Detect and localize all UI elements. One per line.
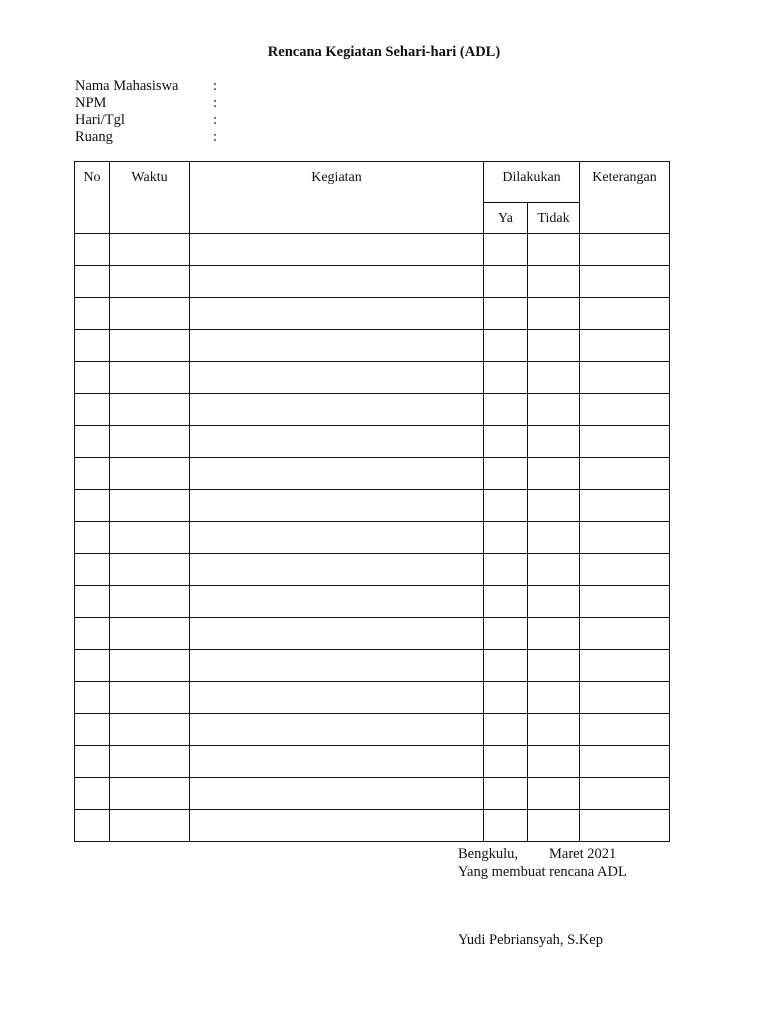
cell-waktu — [110, 810, 190, 842]
cell-kegiatan — [190, 266, 484, 298]
cell-no — [75, 682, 110, 714]
table-row — [75, 650, 670, 682]
cell-ya — [484, 650, 528, 682]
cell-ya — [484, 714, 528, 746]
table-row — [75, 426, 670, 458]
signature-city: Bengkulu, — [458, 846, 519, 862]
table-row — [75, 714, 670, 746]
cell-ya — [484, 330, 528, 362]
signature-month-year: Maret 2021 — [549, 846, 617, 862]
cell-no — [75, 586, 110, 618]
cell-no — [75, 810, 110, 842]
cell-tidak — [528, 234, 580, 266]
cell-tidak — [528, 394, 580, 426]
cell-keterangan — [580, 522, 670, 554]
table-row — [75, 522, 670, 554]
cell-keterangan — [580, 330, 670, 362]
cell-waktu — [110, 298, 190, 330]
cell-no — [75, 234, 110, 266]
cell-kegiatan — [190, 778, 484, 810]
cell-waktu — [110, 618, 190, 650]
cell-ya — [484, 618, 528, 650]
signature-name: Yudi Pebriansyah, S.Kep — [458, 932, 603, 948]
cell-kegiatan — [190, 618, 484, 650]
cell-kegiatan — [190, 586, 484, 618]
table-row — [75, 778, 670, 810]
table-row — [75, 746, 670, 778]
cell-kegiatan — [190, 330, 484, 362]
cell-no — [75, 394, 110, 426]
cell-no — [75, 522, 110, 554]
cell-ya — [484, 362, 528, 394]
signature-role: Yang membuat rencana ADL — [458, 864, 627, 880]
cell-waktu — [110, 522, 190, 554]
cell-tidak — [528, 586, 580, 618]
cell-tidak — [528, 362, 580, 394]
cell-tidak — [528, 778, 580, 810]
cell-keterangan — [580, 458, 670, 490]
table-row — [75, 490, 670, 522]
table-row — [75, 362, 670, 394]
cell-kegiatan — [190, 234, 484, 266]
cell-kegiatan — [190, 682, 484, 714]
cell-kegiatan — [190, 714, 484, 746]
cell-waktu — [110, 554, 190, 586]
cell-waktu — [110, 586, 190, 618]
cell-tidak — [528, 714, 580, 746]
table-row — [75, 234, 670, 266]
table-row — [75, 394, 670, 426]
cell-keterangan — [580, 618, 670, 650]
info-colon-npm: : — [213, 95, 218, 111]
table-row — [75, 298, 670, 330]
cell-tidak — [528, 330, 580, 362]
cell-waktu — [110, 650, 190, 682]
cell-keterangan — [580, 778, 670, 810]
table-body — [75, 234, 670, 842]
info-colon-nama: : — [213, 78, 218, 94]
cell-kegiatan — [190, 746, 484, 778]
cell-tidak — [528, 458, 580, 490]
table-row — [75, 330, 670, 362]
cell-waktu — [110, 330, 190, 362]
cell-kegiatan — [190, 650, 484, 682]
cell-waktu — [110, 746, 190, 778]
table-row — [75, 618, 670, 650]
cell-keterangan — [580, 650, 670, 682]
cell-waktu — [110, 682, 190, 714]
cell-tidak — [528, 554, 580, 586]
cell-keterangan — [580, 426, 670, 458]
cell-ya — [484, 810, 528, 842]
cell-tidak — [528, 522, 580, 554]
cell-tidak — [528, 682, 580, 714]
cell-ya — [484, 298, 528, 330]
info-colon-hari-tgl: : — [213, 112, 218, 128]
cell-ya — [484, 586, 528, 618]
cell-waktu — [110, 234, 190, 266]
document-title: Rencana Kegiatan Sehari-hari (ADL) — [267, 44, 501, 60]
header-kegiatan: Kegiatan — [190, 162, 484, 234]
table-row — [75, 810, 670, 842]
info-label-npm: NPM — [75, 95, 107, 111]
cell-tidak — [528, 266, 580, 298]
info-label-ruang: Ruang — [75, 129, 113, 145]
cell-tidak — [528, 746, 580, 778]
cell-keterangan — [580, 682, 670, 714]
header-dilakukan: Dilakukan — [484, 162, 580, 203]
cell-no — [75, 330, 110, 362]
table-row — [75, 266, 670, 298]
adl-table — [74, 161, 670, 842]
cell-no — [75, 778, 110, 810]
table-row — [75, 586, 670, 618]
cell-waktu — [110, 394, 190, 426]
cell-ya — [484, 394, 528, 426]
cell-waktu — [110, 778, 190, 810]
cell-tidak — [528, 490, 580, 522]
cell-no — [75, 650, 110, 682]
cell-ya — [484, 554, 528, 586]
cell-tidak — [528, 426, 580, 458]
header-ya: Ya — [484, 203, 528, 234]
cell-no — [75, 554, 110, 586]
table-row — [75, 554, 670, 586]
cell-ya — [484, 234, 528, 266]
cell-waktu — [110, 266, 190, 298]
cell-tidak — [528, 618, 580, 650]
cell-tidak — [528, 810, 580, 842]
cell-keterangan — [580, 362, 670, 394]
cell-kegiatan — [190, 554, 484, 586]
cell-kegiatan — [190, 394, 484, 426]
cell-waktu — [110, 714, 190, 746]
cell-keterangan — [580, 810, 670, 842]
cell-no — [75, 714, 110, 746]
cell-kegiatan — [190, 810, 484, 842]
cell-ya — [484, 490, 528, 522]
cell-keterangan — [580, 490, 670, 522]
info-colon-ruang: : — [213, 129, 218, 145]
cell-waktu — [110, 490, 190, 522]
info-label-hari-tgl: Hari/Tgl — [75, 112, 125, 128]
cell-ya — [484, 458, 528, 490]
table-row — [75, 458, 670, 490]
cell-no — [75, 458, 110, 490]
cell-keterangan — [580, 298, 670, 330]
cell-ya — [484, 266, 528, 298]
cell-ya — [484, 778, 528, 810]
signature-city-line — [458, 846, 617, 863]
cell-kegiatan — [190, 458, 484, 490]
cell-keterangan — [580, 394, 670, 426]
cell-keterangan — [580, 746, 670, 778]
cell-no — [75, 266, 110, 298]
cell-keterangan — [580, 714, 670, 746]
cell-kegiatan — [190, 522, 484, 554]
cell-kegiatan — [190, 490, 484, 522]
table-row — [75, 682, 670, 714]
cell-ya — [484, 682, 528, 714]
header-keterangan: Keterangan — [580, 162, 670, 234]
cell-ya — [484, 746, 528, 778]
cell-kegiatan — [190, 362, 484, 394]
cell-tidak — [528, 650, 580, 682]
cell-no — [75, 490, 110, 522]
header-tidak: Tidak — [528, 203, 580, 234]
cell-no — [75, 298, 110, 330]
cell-no — [75, 618, 110, 650]
cell-kegiatan — [190, 426, 484, 458]
cell-tidak — [528, 298, 580, 330]
cell-waktu — [110, 362, 190, 394]
cell-keterangan — [580, 266, 670, 298]
cell-kegiatan — [190, 298, 484, 330]
cell-no — [75, 362, 110, 394]
cell-keterangan — [580, 586, 670, 618]
cell-ya — [484, 426, 528, 458]
header-no: No — [75, 162, 110, 234]
cell-keterangan — [580, 234, 670, 266]
cell-no — [75, 746, 110, 778]
cell-waktu — [110, 426, 190, 458]
header-waktu: Waktu — [110, 162, 190, 234]
cell-no — [75, 426, 110, 458]
info-label-nama: Nama Mahasiswa — [75, 78, 179, 94]
cell-keterangan — [580, 554, 670, 586]
cell-ya — [484, 522, 528, 554]
cell-waktu — [110, 458, 190, 490]
